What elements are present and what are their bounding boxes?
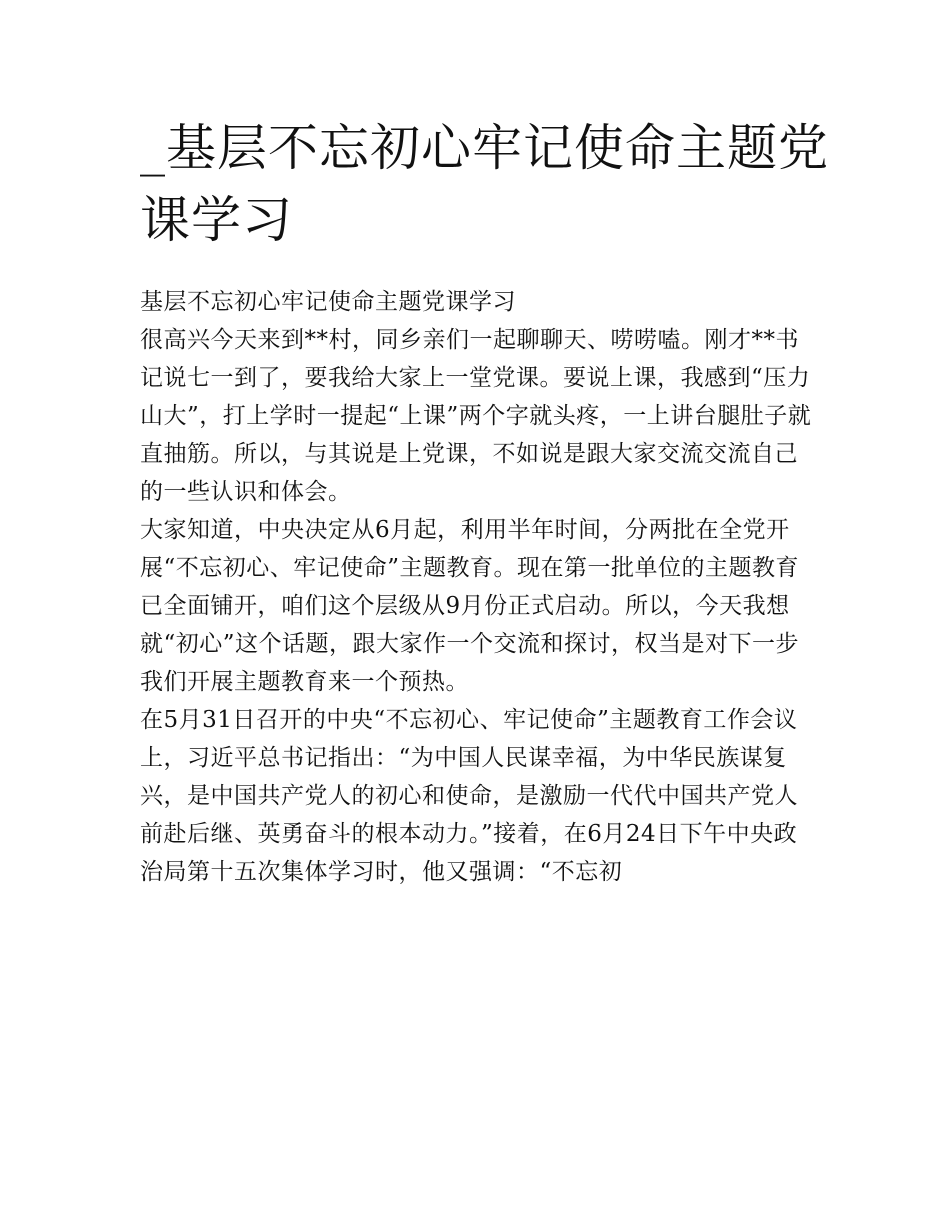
paragraph-2: 大家知道，中央决定从6月起，利用半年时间，分两批在全党开展“不忘初心、牢记使命”主题教育。现在第一批单位的主题教育已全面铺开，咱们这个层级从9月份正式启动。所以，今天我想就“初心”这个话题，跟大家作一个交流和探讨，权当是对下一步我们开展主题教育来一个预热。 <box>140 517 800 695</box>
paragraph-1: 很高兴今天来到**村，同乡亲们一起聊聊天、唠唠嗑。刚才**书记说七一到了，要我给大家上一堂党课。要说上课，我感到“压力山大”，打上学时一提起“上课”两个字就头疼，一上讲台腿肚子就直抽筋。所以，与其说是上党课，不如说是跟大家交流交流自己的一些认识和体会。 <box>140 327 812 505</box>
paragraph-3: 在5月31日召开的中央“不忘初心、牢记使命”主题教育工作会议上，习近平总书记指出：“为中国人民谋幸福，为中华民族谋复兴，是中国共产党人的初心和使命，是激励一代代中国共产党人前赴后继、英勇奋斗的根本动力。”接着，在6月24日下午中央政治局第十五次集体学习时，他又强调：“不忘初 <box>140 707 798 885</box>
document-subtitle: 基层不忘初心牢记使命主题党课学习 <box>140 289 516 315</box>
document-title: _基层不忘初心牢记使命主题党课学习 <box>140 119 829 249</box>
document-body <box>140 283 820 891</box>
